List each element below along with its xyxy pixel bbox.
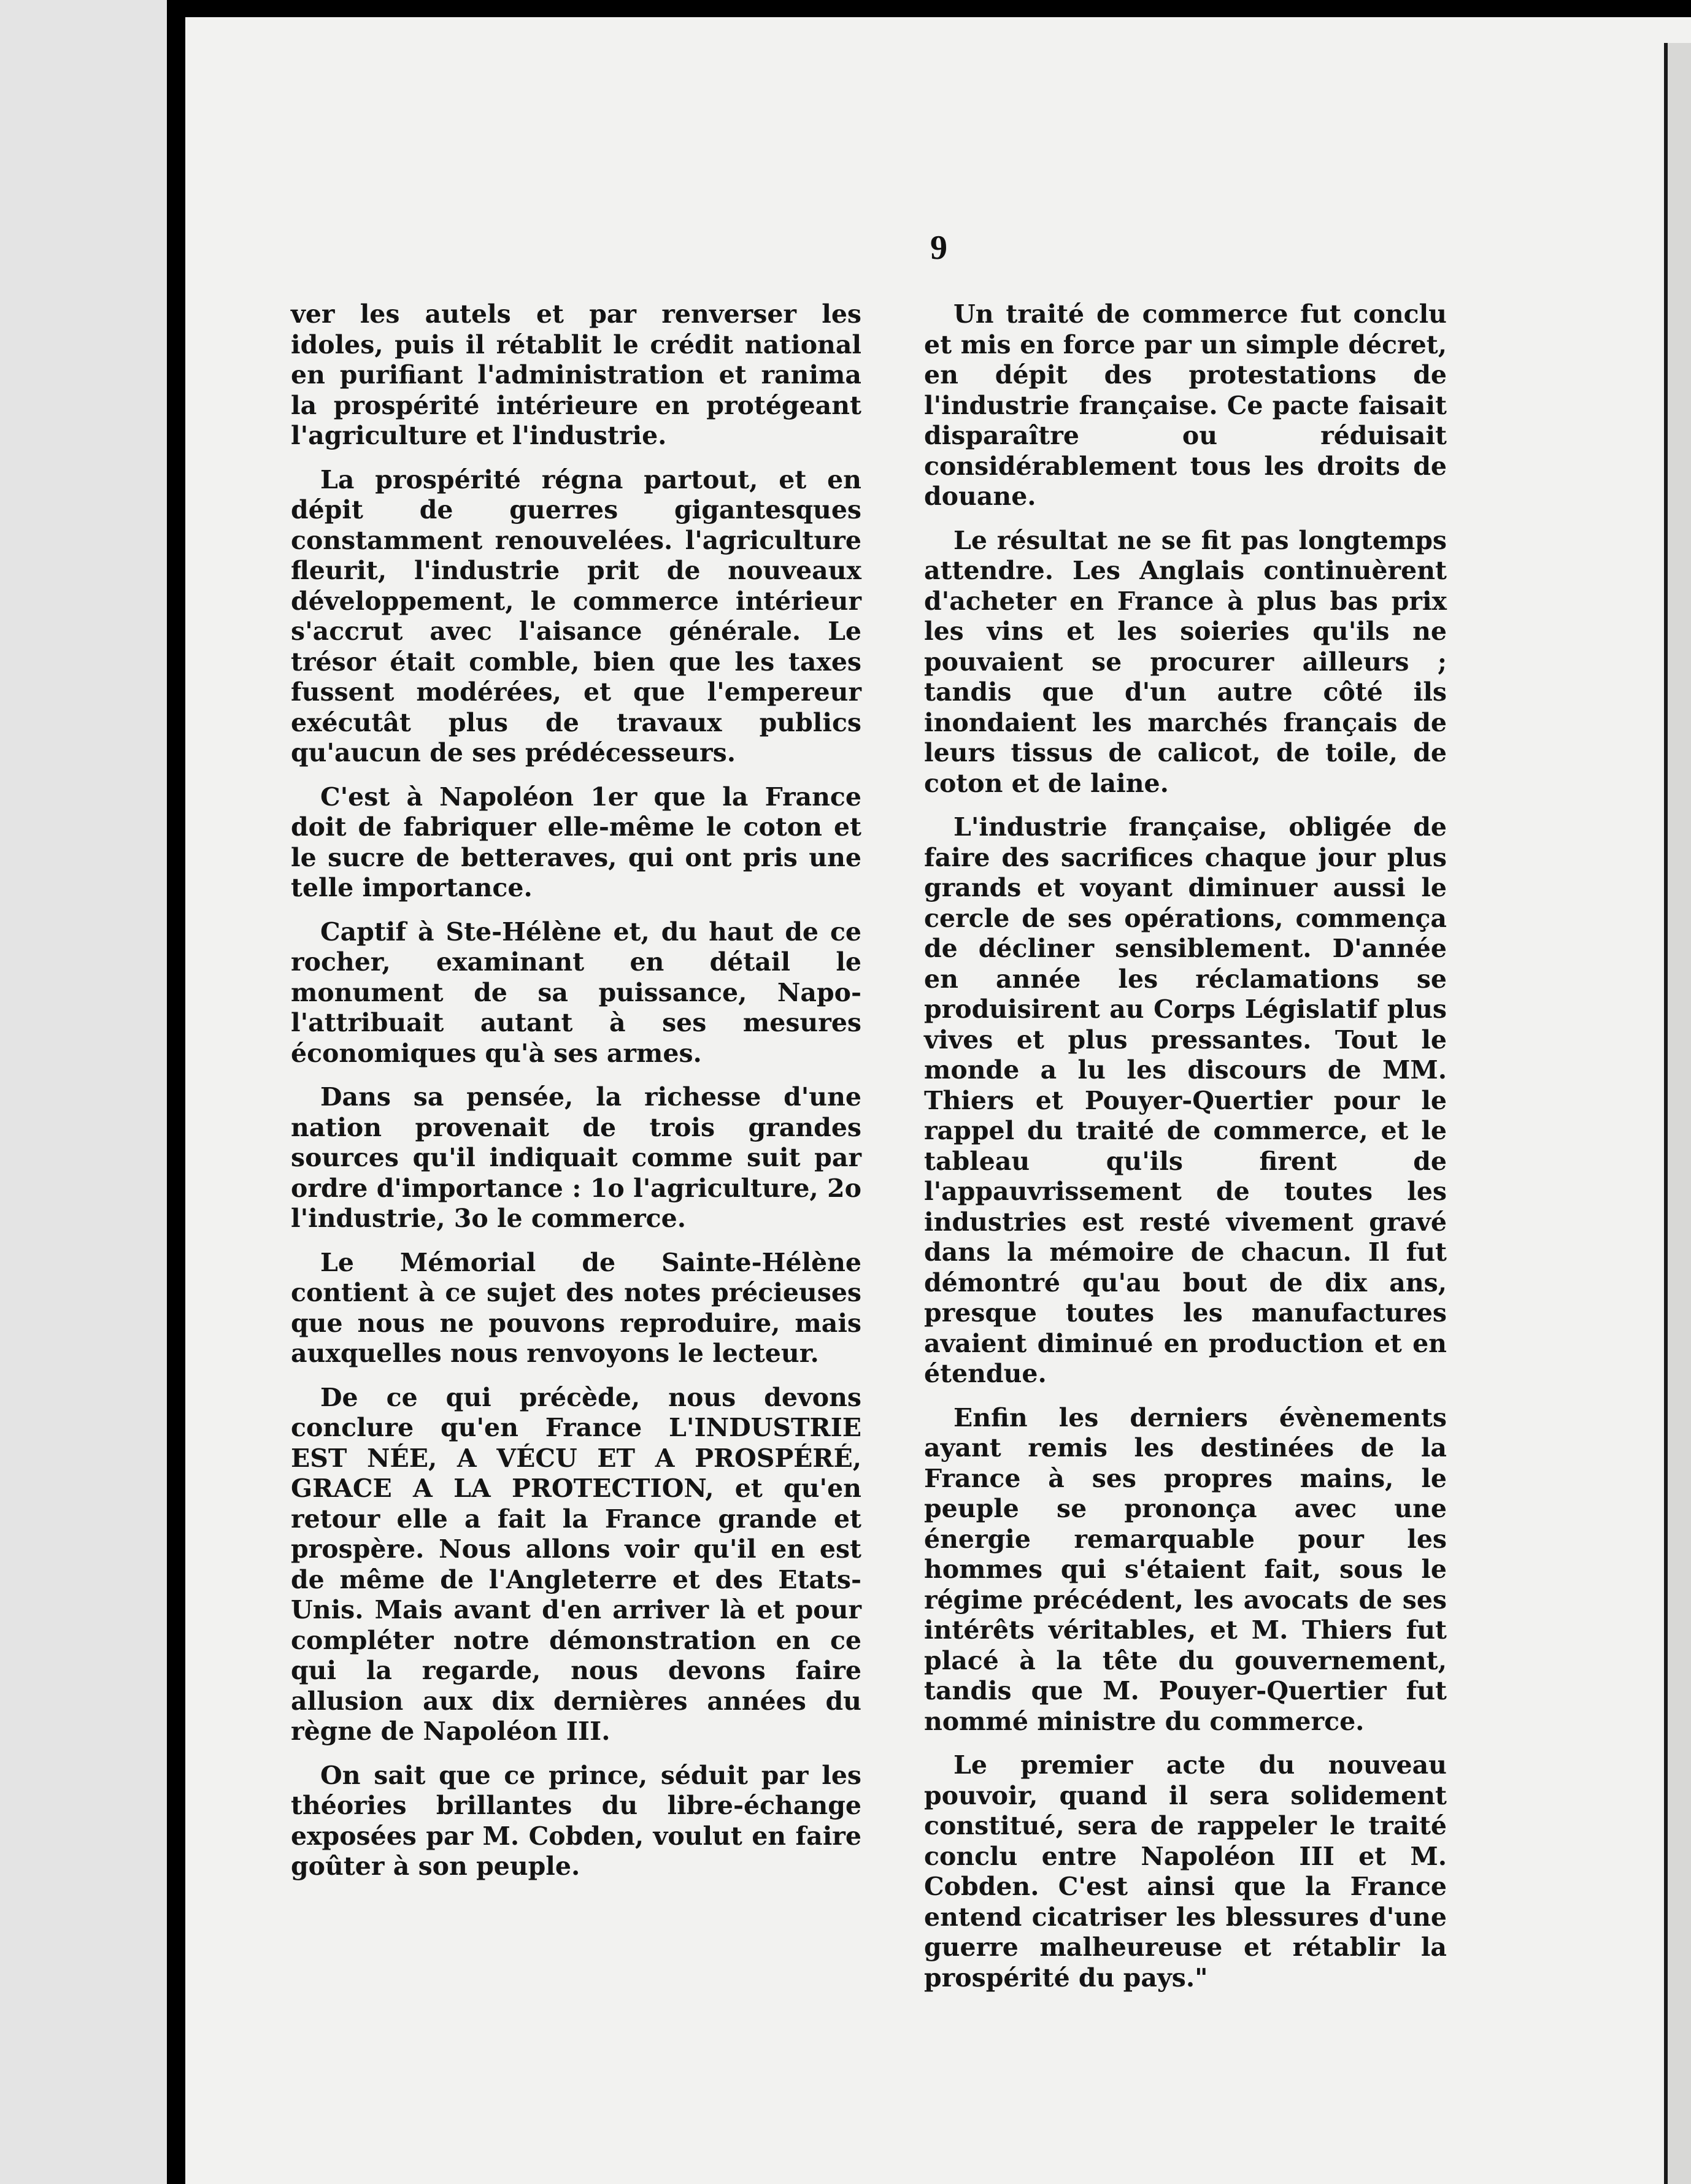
page-edge-right — [1664, 43, 1691, 2184]
paragraph: C'est à Napoléon 1er que la France doit de fabriquer elle-même le coton et le sucre de betteraves, qui ont pris une telle importance. — [291, 782, 861, 902]
paragraph: Le Mémorial de Sainte-Hélène contient à ce sujet des notes précieuses que nous ne pouvons reproduire, mais auxquelles nous renvoyons le lecteur. — [291, 1247, 861, 1368]
gutter-shadow — [167, 0, 185, 2184]
left-text-column — [291, 299, 861, 1882]
paragraph: Un traité de commerce fut conclu et mis en force par un simple décret, en dépit des protestations de l'industrie française. Ce pacte faisait disparaître ou réduisait considérablement tous les droits de douane. — [924, 299, 1447, 511]
page-number: 9 — [930, 229, 947, 267]
paragraph: La prospérité régna partout, et en dépit de guerres gigantesques constamment renouvelées. l'agriculture fleurit, l'industrie prit de nouveaux développement, le commerce intérieur s'accrut avec l'aisance générale. Le trésor était comble, bien que les taxes fussent modérées, et que l'empereur exécutât plus de travaux publics qu'aucun de ses prédécesseurs. — [291, 464, 861, 767]
paragraph: On sait que ce prince, séduit par les théories brillantes du libre-échange exposées par M. Cobden, voulut en faire goûter à son peuple. — [291, 1760, 861, 1881]
right-text-column — [924, 299, 1447, 1993]
paragraph: Enfin les derniers évènements ayant remis les destinées de la France à ses propres mains, le peuple se prononça avec une énergie remarquable pour les hommes qui s'étaient fait, sous le régime précédent, les avocats de ses intérêts véritables, et M. Thiers fut placé à la tête du gouvernement, tandis que M. Pouyer-Quertier fut nommé ministre du commerce. — [924, 1402, 1447, 1736]
paragraph: Le premier acte du nouveau pouvoir, quand il sera solidement constitué, sera de rappeler le traité conclu entre Napoléon III et M. Cobden. C'est ainsi que la France entend cicatriser les blessures d'une guerre malheureuse et rétablir la prospérité du pays." — [924, 1750, 1447, 1993]
paragraph: De ce qui précède, nous devons conclure qu'en France L'INDUSTRIE EST NÉE, A VÉCU ET A PROSPÉRÉ, GRACE A LA PROTECTION, et qu'en retour elle a fait la France grande et prospère. Nous allons voir qu'il en est de même de l'Angleterre et des Etats-Unis. Mais avant d'en arriver là et pour compléter notre démonstration en ce qui la regarde, nous devons faire allusion aux dix dernières années du règne de Napoléon III. — [291, 1382, 861, 1746]
paragraph: L'industrie française, obligée de faire des sacrifices chaque jour plus grands et voyant diminuer aussi le cercle de ses opérations, commença de décliner sensiblement. D'année en année les réclamations se produisirent au Corps Législatif plus vives et plus pressantes. Tout le monde a lu les discours de MM. Thiers et Pouyer-Quertier pour le rappel du traité de commerce, et le tableau qu'ils firent de l'appauvrissement de toutes les industries est resté vivement gravé dans la mémoire de chacun. Il fut démontré qu'au bout de dix ans, presque toutes les manufactures avaient diminué en production et en étendue. — [924, 812, 1447, 1388]
paragraph: Dans sa pensée, la richesse d'une nation provenait de trois grandes sources qu'il indiquait comme suit par ordre d'importance : 1o l'agriculture, 2o l'industrie, 3o le commerce. — [291, 1082, 861, 1233]
paragraph: Le résultat ne se fit pas longtemps attendre. Les Anglais continuèrent d'acheter en France à plus bas prix les vins et les soieries qu'ils ne pouvaient se procurer ailleurs ; tandis que d'un autre côté ils inondaient les marchés français de leurs tissus de calicot, de toile, de coton et de laine. — [924, 525, 1447, 798]
adjacent-page-edge — [0, 0, 167, 2184]
paragraph: ver les autels et par renverser les idoles, puis il rétablit le crédit national en purifiant l'administration et ranima la prospérité intérieure en protégeant l'agriculture et l'industrie. — [291, 299, 861, 450]
paragraph: Captif à Ste-Hélène et, du haut de ce rocher, examinant en détail le monument de sa puissance, Napo- l'attribuait autant à ses mesures économiques qu'à ses armes. — [291, 917, 861, 1068]
